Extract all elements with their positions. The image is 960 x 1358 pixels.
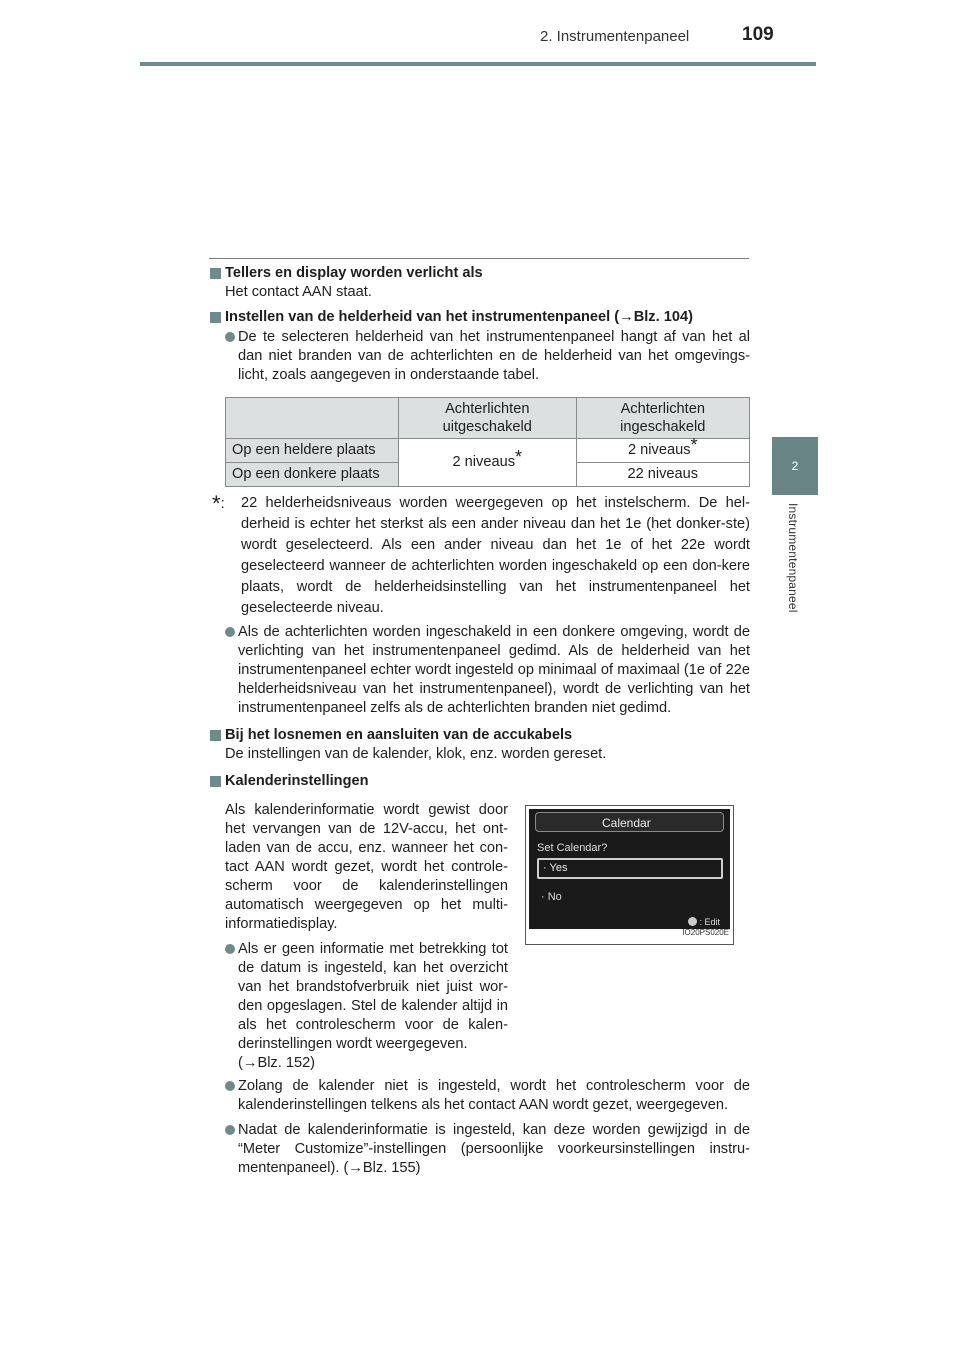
- table-header-empty: [226, 398, 399, 439]
- screen-title: Calendar: [535, 812, 724, 832]
- table-row: [226, 439, 750, 463]
- screen-question: Set Calendar?: [537, 842, 608, 854]
- bullet-text: De te selecteren helderheid van het instrumentenpaneel hangt af van het al dan niet branden van de achterlichten en de helderheid van het omgevings-licht, zoals aangegeven in onderstaande tabel.: [238, 329, 750, 383]
- chapter-tab: 2: [772, 437, 818, 495]
- bullet-item: [225, 623, 750, 718]
- section-body: Het contact AAN staat.: [225, 284, 372, 300]
- round-bullet-icon: [225, 944, 235, 954]
- bullet-text: Zolang de kalender niet is ingesteld, wordt het controlescherm voor de kalenderinstellingen telkens als het contact AAN wordt gezet, weergegeven.: [238, 1078, 750, 1113]
- content-top-rule: [209, 258, 749, 259]
- table-header-row: [226, 398, 750, 439]
- footnote-star: *: [690, 435, 698, 455]
- table-row-label: Op een heldere plaats: [226, 439, 399, 463]
- bullet-item: [225, 1077, 750, 1115]
- table-header: Achterlichten uitgeschakeld: [399, 398, 577, 439]
- cell-value: 2 niveaus: [452, 454, 515, 470]
- section-body: De instellingen van de kalender, klok, enz. worden gereset.: [225, 746, 607, 762]
- bullet-text: Nadat de kalenderinformatie is ingesteld, kan deze worden gewijzigd in de “Meter Customize”-instellingen (persoonlijke voorkeursinstellingen instru-mentenpaneel). (→Blz. 155): [238, 1122, 750, 1176]
- section-brightness: [210, 308, 750, 327]
- square-bullet-icon: [210, 312, 221, 323]
- footnote-marker: *:: [212, 491, 225, 516]
- footnote-text: 22 helderheidsniveaus worden weergegeven op het instelscherm. De hel-derheid is echter het sterkst als een ander niveau dan het 1e (het donker-ste) wordt geselecteerd. Als een ander niveau dan het 1e of het 22e wordt geselecteerd wanneer de achterlichten worden ingeschakeld op een don-kere plaats, wordt de helderheidsinstelling van het instrumentenpaneel het geselecteerde niveau.: [241, 495, 750, 616]
- bullet-item: [225, 940, 508, 1073]
- square-bullet-icon: [210, 776, 221, 787]
- multi-information-display: [529, 809, 730, 929]
- option-yes: · Yes: [537, 858, 723, 879]
- table-cell: [399, 439, 577, 487]
- section-title: Kalenderinstellingen: [225, 773, 369, 789]
- table-header: Achterlichten ingeschakeld: [576, 398, 749, 439]
- section-title: Instellen van de helderheid van het instrumentenpaneel (→Blz. 104): [225, 309, 693, 325]
- round-bullet-icon: [225, 332, 235, 342]
- table-row-label: Op een donkere plaats: [226, 463, 399, 487]
- section-battery: [210, 726, 750, 764]
- edit-hint: : Edit: [688, 913, 720, 932]
- round-bullet-icon: [225, 1081, 235, 1091]
- square-bullet-icon: [210, 268, 221, 279]
- calendar-intro: Als kalenderinformatie wordt gewist door het vervangen van de 12V-accu, het ont-laden van de accu, enz. wanneer het con-tact AAN wordt gezet, wordt het controle-scherm voor de kalenderinstellingen automatisch weergegeven op het multi-informatiedisplay.: [225, 802, 508, 932]
- brightness-table: [225, 397, 750, 487]
- round-bullet-icon: [225, 1125, 235, 1135]
- calendar-block: [210, 801, 750, 1073]
- section-title: Bij het losnemen en aansluiten van de accukabels: [225, 727, 573, 743]
- page-reference: (→Blz. 152): [238, 1055, 316, 1071]
- table-cell: 22 niveaus: [576, 463, 749, 487]
- section-lighting: [210, 264, 750, 302]
- chapter-tab-label: Instrumentenpaneel: [786, 503, 800, 613]
- bullet-item: [225, 1121, 750, 1178]
- table-cell: [576, 435, 749, 463]
- section-calendar: [210, 772, 750, 791]
- cell-value: 2 niveaus: [628, 442, 691, 458]
- chapter-title: 2. Instrumentenpaneel: [540, 28, 690, 45]
- bullet-item: [225, 328, 750, 385]
- figure-code: IO20PS020E: [682, 928, 729, 937]
- footnote: [212, 493, 750, 619]
- option-no: · No: [541, 891, 562, 903]
- calendar-text: [210, 801, 508, 1073]
- footnote-star: *: [515, 447, 523, 467]
- bullet-text: Als er geen informatie met betrekking tot de datum is ingesteld, kan het overzicht van het brandstofverbruik niet juist wor-den opgeslagen. Stel de kalender altijd in als het controlescherm voor de kalen-derinstellingen wordt weergegeven.: [238, 941, 508, 1052]
- calendar-screen-figure: [525, 805, 734, 945]
- page-content: [210, 264, 750, 1178]
- bullet-text: Als de achterlichten worden ingeschakeld in een donkere omgeving, wordt de verlichting van het instrumentenpaneel gedimd. Als de helderheid van het instrumentenpaneel echter wordt ingesteld op minimaal of maximaal (1e of 22e helderheidsniveau van het instrumentenpaneel), wordt de verlichting van het instrumentenpaneel zelfs als de achterlichten branden niet gedimd.: [238, 624, 750, 716]
- square-bullet-icon: [210, 730, 221, 741]
- section-title: Tellers en display worden verlicht als: [225, 265, 483, 281]
- page-number: 109: [742, 24, 774, 45]
- header-divider: [140, 62, 816, 66]
- round-bullet-icon: [225, 627, 235, 637]
